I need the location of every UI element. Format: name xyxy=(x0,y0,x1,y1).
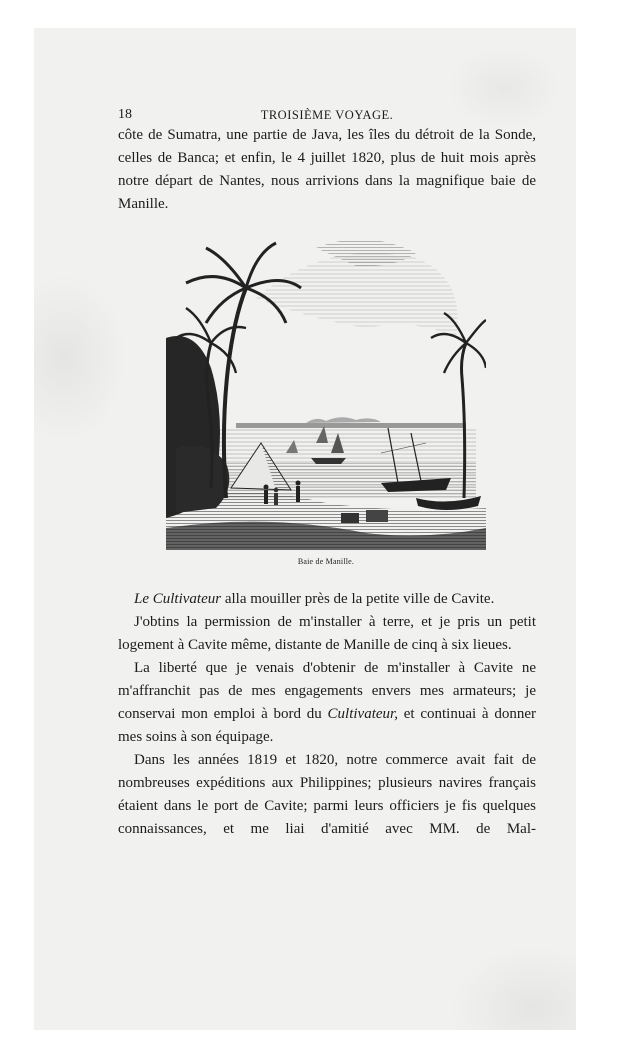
paragraph xyxy=(118,657,536,749)
ship-name: Le Cultivateur xyxy=(134,591,222,607)
figure-caption: Baie de Manille. xyxy=(297,557,355,566)
paragraph-text: La liberté que je venais d'obtenir de m'installer à Cavite ne m'affranchit pas de mes engagements envers mes armateurs; je conservai mon emploi à bord du xyxy=(118,660,536,722)
paragraph xyxy=(118,588,536,611)
text-block-top xyxy=(118,124,536,216)
paragraph-text: alla mouiller près de la petite ville de Cavite. xyxy=(221,591,495,607)
page-number: 18 xyxy=(118,107,132,122)
text-block-bottom xyxy=(118,588,536,841)
illustration xyxy=(166,228,486,550)
page-header xyxy=(118,107,536,125)
paragraph: côte de Sumatra, une partie de Java, les îles du détroit de la Sonde, celles de Banca; et enfin, le 4 juillet 1820, plus de huit mois après notre départ de Nantes, nous arrivions dans la magnifique baie de Manille. xyxy=(118,127,536,212)
paragraph: Dans les années 1819 et 1820, notre commerce avait fait de nombreuses expéditions aux Philippines; plusieurs navires français étaient dans le port de Cavite; parmi leurs officiers je fis quelques connaissances, et me liai d'amitié avec MM. de Mal- xyxy=(118,752,536,837)
paragraph: J'obtins la permission de m'installer à terre, et je pris un petit logement à Cavite même, distante de Manille de cinq à six lieues. xyxy=(118,614,536,653)
ship-name: Cultivateur, xyxy=(327,706,398,722)
running-head: TROISIÈME VOYAGE. xyxy=(260,108,394,122)
paragraph-text: et continuai à donner mes soins à son équipage. xyxy=(118,706,536,745)
engraving-bay-of-manila xyxy=(166,228,486,550)
